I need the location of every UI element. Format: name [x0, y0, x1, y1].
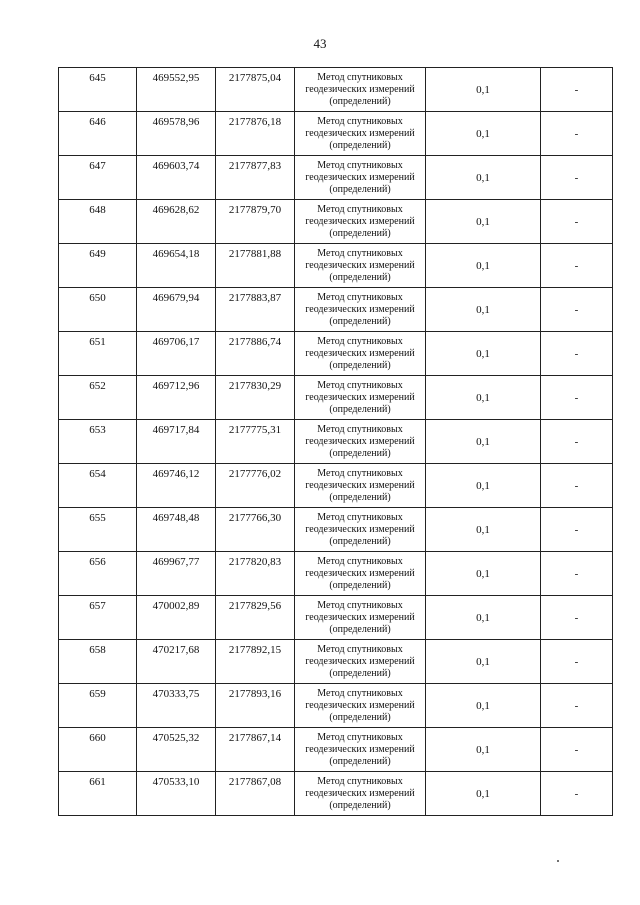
note-cell: - [541, 420, 613, 464]
table-row [59, 156, 613, 200]
method-cell: Метод спутниковых геодезических измерений (определений) [295, 640, 426, 684]
y-coordinate-cell: 2177867,08 [216, 772, 295, 816]
accuracy-cell: 0,1 [426, 728, 541, 772]
accuracy-cell: 0,1 [426, 244, 541, 288]
x-coordinate-cell: 469552,95 [137, 68, 216, 112]
method-cell: Метод спутниковых геодезических измерений (определений) [295, 596, 426, 640]
method-cell: Метод спутниковых геодезических измерений (определений) [295, 420, 426, 464]
point-number-cell: 657 [59, 596, 137, 640]
accuracy-cell: 0,1 [426, 288, 541, 332]
x-coordinate-cell: 470002,89 [137, 596, 216, 640]
table-row [59, 596, 613, 640]
table-row [59, 464, 613, 508]
x-coordinate-cell: 469654,18 [137, 244, 216, 288]
point-number-cell: 656 [59, 552, 137, 596]
method-cell: Метод спутниковых геодезических измерений (определений) [295, 112, 426, 156]
y-coordinate-cell: 2177867,14 [216, 728, 295, 772]
x-coordinate-cell: 469712,96 [137, 376, 216, 420]
accuracy-cell: 0,1 [426, 552, 541, 596]
x-coordinate-cell: 470533,10 [137, 772, 216, 816]
y-coordinate-cell: 2177892,15 [216, 640, 295, 684]
note-cell: - [541, 772, 613, 816]
x-coordinate-cell: 469746,12 [137, 464, 216, 508]
point-number-cell: 652 [59, 376, 137, 420]
accuracy-cell: 0,1 [426, 596, 541, 640]
method-cell: Метод спутниковых геодезических измерений (определений) [295, 772, 426, 816]
x-coordinate-cell: 469628,62 [137, 200, 216, 244]
page-number: 43 [313, 36, 327, 51]
table-row [59, 640, 613, 684]
coordinates-table [58, 67, 613, 816]
accuracy-cell: 0,1 [426, 420, 541, 464]
point-number-cell: 650 [59, 288, 137, 332]
method-cell: Метод спутниковых геодезических измерений (определений) [295, 68, 426, 112]
note-cell: - [541, 332, 613, 376]
note-cell: - [541, 244, 613, 288]
note-cell: - [541, 684, 613, 728]
y-coordinate-cell: 2177877,83 [216, 156, 295, 200]
point-number-cell: 648 [59, 200, 137, 244]
accuracy-cell: 0,1 [426, 508, 541, 552]
x-coordinate-cell: 469706,17 [137, 332, 216, 376]
note-cell: - [541, 288, 613, 332]
method-cell: Метод спутниковых геодезических измерений (определений) [295, 244, 426, 288]
y-coordinate-cell: 2177879,70 [216, 200, 295, 244]
note-cell: - [541, 68, 613, 112]
method-cell: Метод спутниковых геодезических измерений (определений) [295, 156, 426, 200]
table-row [59, 772, 613, 816]
y-coordinate-cell: 2177829,56 [216, 596, 295, 640]
table-row [59, 332, 613, 376]
note-cell: - [541, 552, 613, 596]
point-number-cell: 659 [59, 684, 137, 728]
point-number-cell: 655 [59, 508, 137, 552]
x-coordinate-cell: 470217,68 [137, 640, 216, 684]
x-coordinate-cell: 469967,77 [137, 552, 216, 596]
table-row [59, 508, 613, 552]
accuracy-cell: 0,1 [426, 112, 541, 156]
table-row [59, 200, 613, 244]
accuracy-cell: 0,1 [426, 376, 541, 420]
point-number-cell: 649 [59, 244, 137, 288]
x-coordinate-cell: 469717,84 [137, 420, 216, 464]
table-row [59, 68, 613, 112]
point-number-cell: 660 [59, 728, 137, 772]
accuracy-cell: 0,1 [426, 684, 541, 728]
table-row [59, 684, 613, 728]
point-number-cell: 651 [59, 332, 137, 376]
point-number-cell: 646 [59, 112, 137, 156]
table-row [59, 112, 613, 156]
x-coordinate-cell: 470525,32 [137, 728, 216, 772]
y-coordinate-cell: 2177893,16 [216, 684, 295, 728]
accuracy-cell: 0,1 [426, 772, 541, 816]
y-coordinate-cell: 2177776,02 [216, 464, 295, 508]
y-coordinate-cell: 2177876,18 [216, 112, 295, 156]
accuracy-cell: 0,1 [426, 156, 541, 200]
note-cell: - [541, 596, 613, 640]
method-cell: Метод спутниковых геодезических измерений (определений) [295, 552, 426, 596]
x-coordinate-cell: 469578,96 [137, 112, 216, 156]
point-number-cell: 647 [59, 156, 137, 200]
accuracy-cell: 0,1 [426, 332, 541, 376]
method-cell: Метод спутниковых геодезических измерений (определений) [295, 288, 426, 332]
y-coordinate-cell: 2177875,04 [216, 68, 295, 112]
scan-dot-mark [557, 860, 559, 862]
y-coordinate-cell: 2177766,30 [216, 508, 295, 552]
method-cell: Метод спутниковых геодезических измерений (определений) [295, 200, 426, 244]
coordinates-table-body [59, 68, 613, 816]
y-coordinate-cell: 2177820,83 [216, 552, 295, 596]
note-cell: - [541, 112, 613, 156]
table-row [59, 420, 613, 464]
note-cell: - [541, 376, 613, 420]
note-cell: - [541, 200, 613, 244]
y-coordinate-cell: 2177881,88 [216, 244, 295, 288]
y-coordinate-cell: 2177775,31 [216, 420, 295, 464]
x-coordinate-cell: 469679,94 [137, 288, 216, 332]
x-coordinate-cell: 469748,48 [137, 508, 216, 552]
method-cell: Метод спутниковых геодезических измерений (определений) [295, 376, 426, 420]
table-row [59, 244, 613, 288]
accuracy-cell: 0,1 [426, 640, 541, 684]
point-number-cell: 658 [59, 640, 137, 684]
table-row [59, 552, 613, 596]
table-row [59, 728, 613, 772]
accuracy-cell: 0,1 [426, 68, 541, 112]
accuracy-cell: 0,1 [426, 464, 541, 508]
note-cell: - [541, 728, 613, 772]
point-number-cell: 645 [59, 68, 137, 112]
x-coordinate-cell: 469603,74 [137, 156, 216, 200]
y-coordinate-cell: 2177830,29 [216, 376, 295, 420]
point-number-cell: 653 [59, 420, 137, 464]
point-number-cell: 661 [59, 772, 137, 816]
method-cell: Метод спутниковых геодезических измерений (определений) [295, 508, 426, 552]
y-coordinate-cell: 2177886,74 [216, 332, 295, 376]
method-cell: Метод спутниковых геодезических измерений (определений) [295, 332, 426, 376]
y-coordinate-cell: 2177883,87 [216, 288, 295, 332]
method-cell: Метод спутниковых геодезических измерений (определений) [295, 464, 426, 508]
note-cell: - [541, 156, 613, 200]
method-cell: Метод спутниковых геодезических измерений (определений) [295, 684, 426, 728]
point-number-cell: 654 [59, 464, 137, 508]
note-cell: - [541, 508, 613, 552]
table-row [59, 376, 613, 420]
accuracy-cell: 0,1 [426, 200, 541, 244]
table-row [59, 288, 613, 332]
note-cell: - [541, 640, 613, 684]
method-cell: Метод спутниковых геодезических измерений (определений) [295, 728, 426, 772]
x-coordinate-cell: 470333,75 [137, 684, 216, 728]
note-cell: - [541, 464, 613, 508]
